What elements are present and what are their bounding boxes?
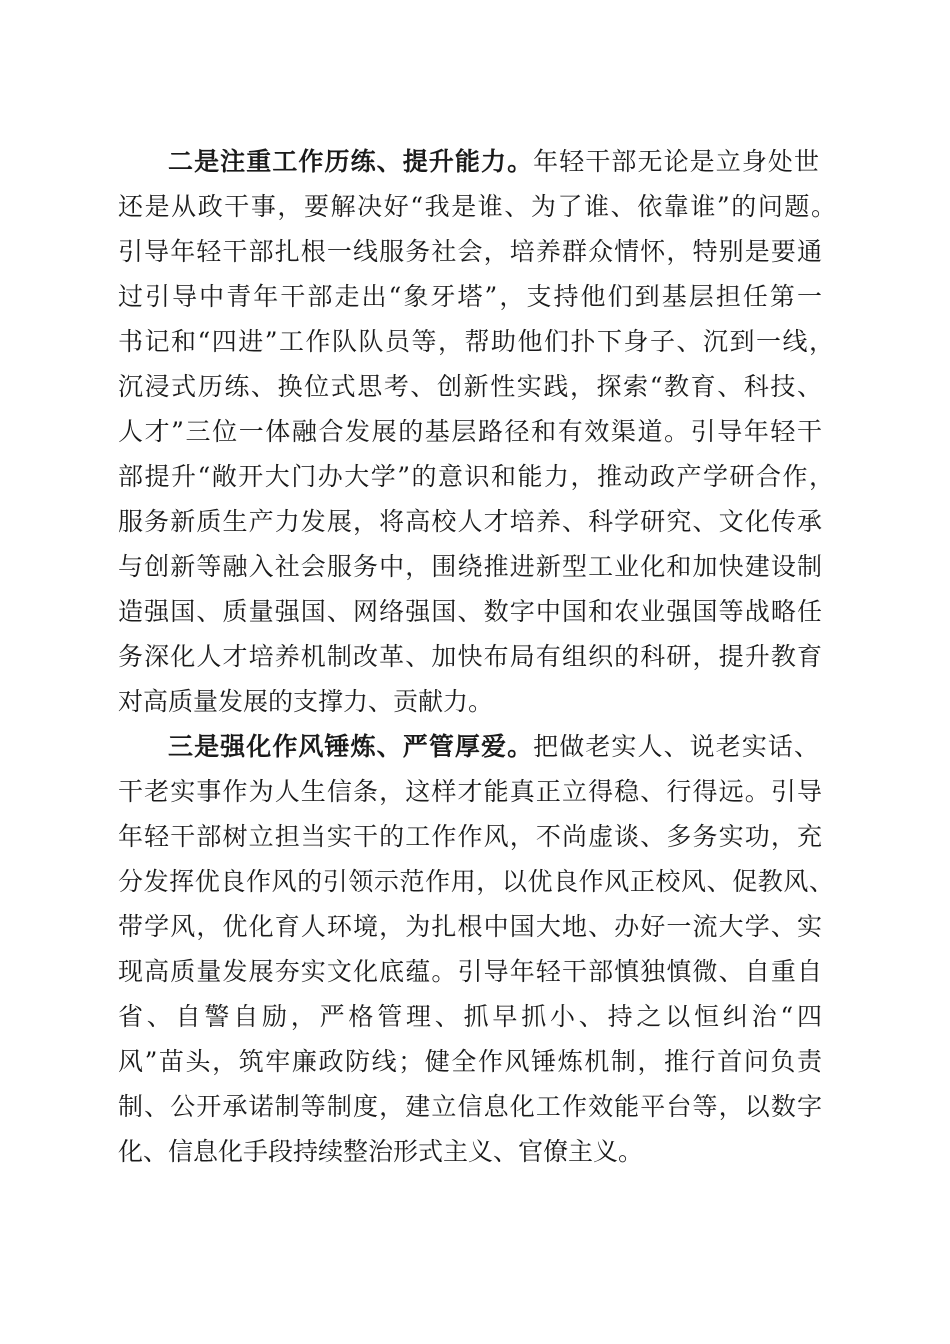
paragraph-lead: 三是强化作风锤炼、严管厚爱。 (168, 732, 534, 761)
paragraph-line-text: 把做老实人、说老实话、 (533, 732, 819, 761)
paragraph-line: 风”苗头，筑牢廉政防线；健全作风锤炼机制，推行首问负责 (118, 1047, 822, 1076)
paragraph-line: 与创新等融入社会服务中，围绕推进新型工业化和加快建设制 (118, 552, 822, 581)
paragraph-line: 省、自警自励，严格管理、抓早抓小、持之以恒纠治“四 (118, 1002, 822, 1031)
paragraph-line: 服务新质生产力发展，将高校人才培养、科学研究、文化传承 (118, 507, 822, 536)
paragraph-line: 引导年轻干部扎根一线服务社会，培养群众情怀，特别是要通 (118, 237, 822, 266)
paragraph-line (168, 140, 819, 184)
paragraph-line: 还是从政干事，要解决好“我是谁、为了谁、依靠谁”的问题。 (118, 192, 836, 221)
paragraph-line-text: 年轻干部无论是立身处世 (533, 147, 819, 176)
paragraph-line: 部提升“敞开大门办大学”的意识和能力，推动政产学研合作， (118, 462, 834, 491)
paragraph-line: 干老实事作为人生信条，这样才能真正立得稳、行得远。引导 (118, 777, 822, 806)
paragraph-line: 对高质量发展的支撑力、贡献力。 (118, 687, 494, 716)
paragraph-line: 书记和“四进”工作队队员等，帮助他们扑下身子、沉到一线， (118, 327, 834, 356)
paragraph-line: 过引导中青年干部走出“象牙塔”，支持他们到基层担任第一 (118, 282, 822, 311)
paragraph-line: 沉浸式历练、换位式思考、创新性实践，探索“教育、科技、 (118, 372, 822, 401)
paragraph-line: 人才”三位一体融合发展的基层路径和有效渠道。引导年轻干 (118, 417, 822, 446)
paragraph-line: 年轻干部树立担当实干的工作作风，不尚虚谈、多务实功，充 (118, 822, 822, 851)
paragraph-line (168, 725, 819, 769)
paragraph-lead: 二是注重工作历练、提升能力。 (168, 147, 534, 176)
paragraph-line: 现高质量发展夯实文化底蕴。引导年轻干部慎独慎微、自重自 (118, 957, 822, 986)
paragraph-line: 务深化人才培养机制改革、加快布局有组织的科研，提升教育 (118, 642, 822, 671)
paragraph-line: 制、公开承诺制等制度，建立信息化工作效能平台等，以数字 (118, 1092, 822, 1121)
paragraph-line: 造强国、质量强国、网络强国、数字中国和农业强国等战略任 (118, 597, 822, 626)
paragraph-line: 带学风，优化育人环境，为扎根中国大地、办好一流大学、实 (118, 912, 822, 941)
paragraph-line: 化、信息化手段持续整治形式主义、官僚主义。 (118, 1137, 644, 1166)
paragraph-line: 分发挥优良作风的引领示范作用，以优良作风正校风、促教风、 (118, 867, 834, 896)
